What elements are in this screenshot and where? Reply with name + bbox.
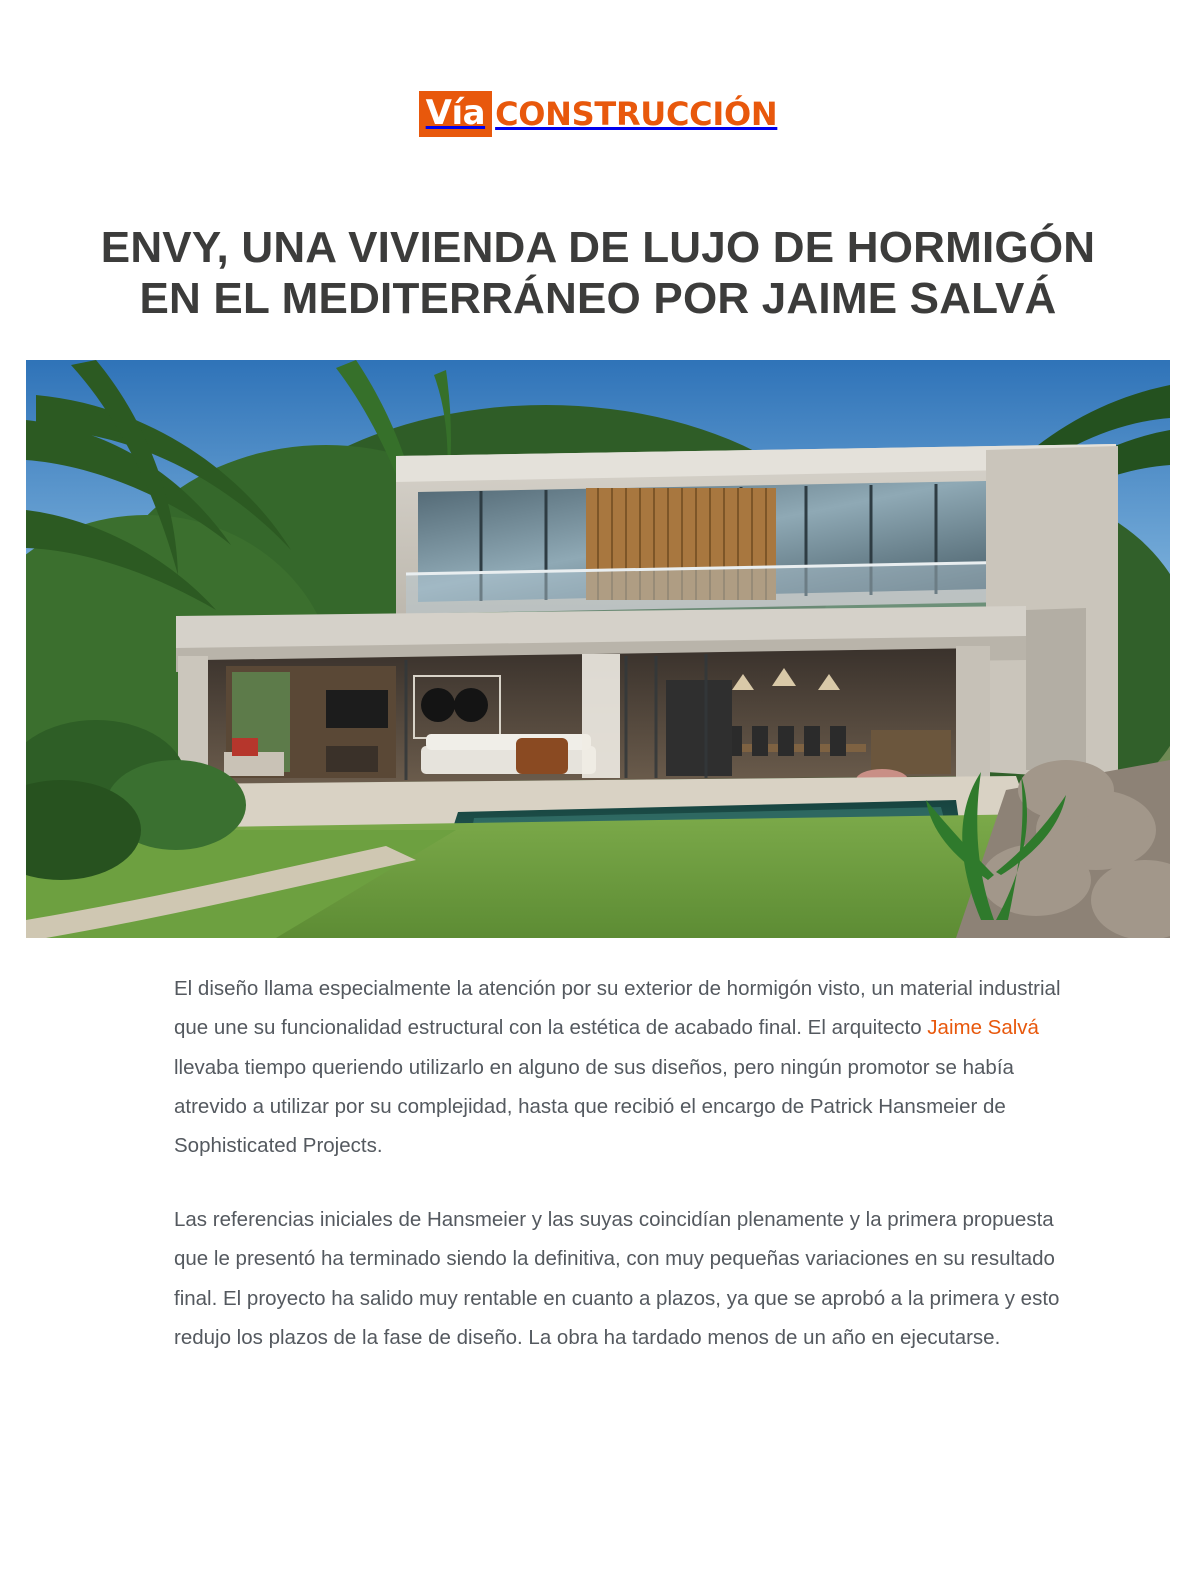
article-body [122, 941, 1076, 1357]
site-header [0, 0, 1196, 136]
architect-link[interactable]: Jaime Salvá [927, 1016, 1039, 1040]
logo-badge-icon: Vía [419, 91, 492, 137]
paragraph-2: Las referencias iniciales de Hansmeier y las suyas coincidían plenamente y la primera propuesta que le presentó ha terminado siendo la definitiva, con muy pequeñas variaciones en su resultado final. El proyecto ha salido muy rentable en cuanto a plazos, ya que se aprobó a la primera y esto redujo los plazos de la fase de diseño. La obra ha tardado menos de un año en ejecutarse. [174, 1207, 1060, 1349]
page-title: ENVY, UNA VIVIENDA DE LUJO DE HORMIGÓN EN EL MEDITERRÁNEO POR JAIME SALVÁ [100, 223, 1096, 324]
paragraph-1-before: El diseño llama especialmente la atención por su exterior de hormigón visto, un material industrial que une su funcionalidad estructural con la estética de acabado final. El arquitecto [174, 977, 1061, 1040]
logo-wordmark: CONSTRUCCIÓN [495, 95, 778, 133]
site-logo[interactable] [419, 92, 778, 136]
paragraph-1-after: llevaba tiempo queriendo utilizarlo en alguno de sus diseños, pero ningún promotor se había atrevido a utilizar por su complejidad, hasta que recibió el encargo de Patrick Hansmeier de Sophisticated Projects. [174, 1055, 1014, 1158]
hero-illustration [26, 360, 1170, 938]
paragraph-1 [174, 969, 1076, 1166]
hero-image [26, 360, 1170, 938]
